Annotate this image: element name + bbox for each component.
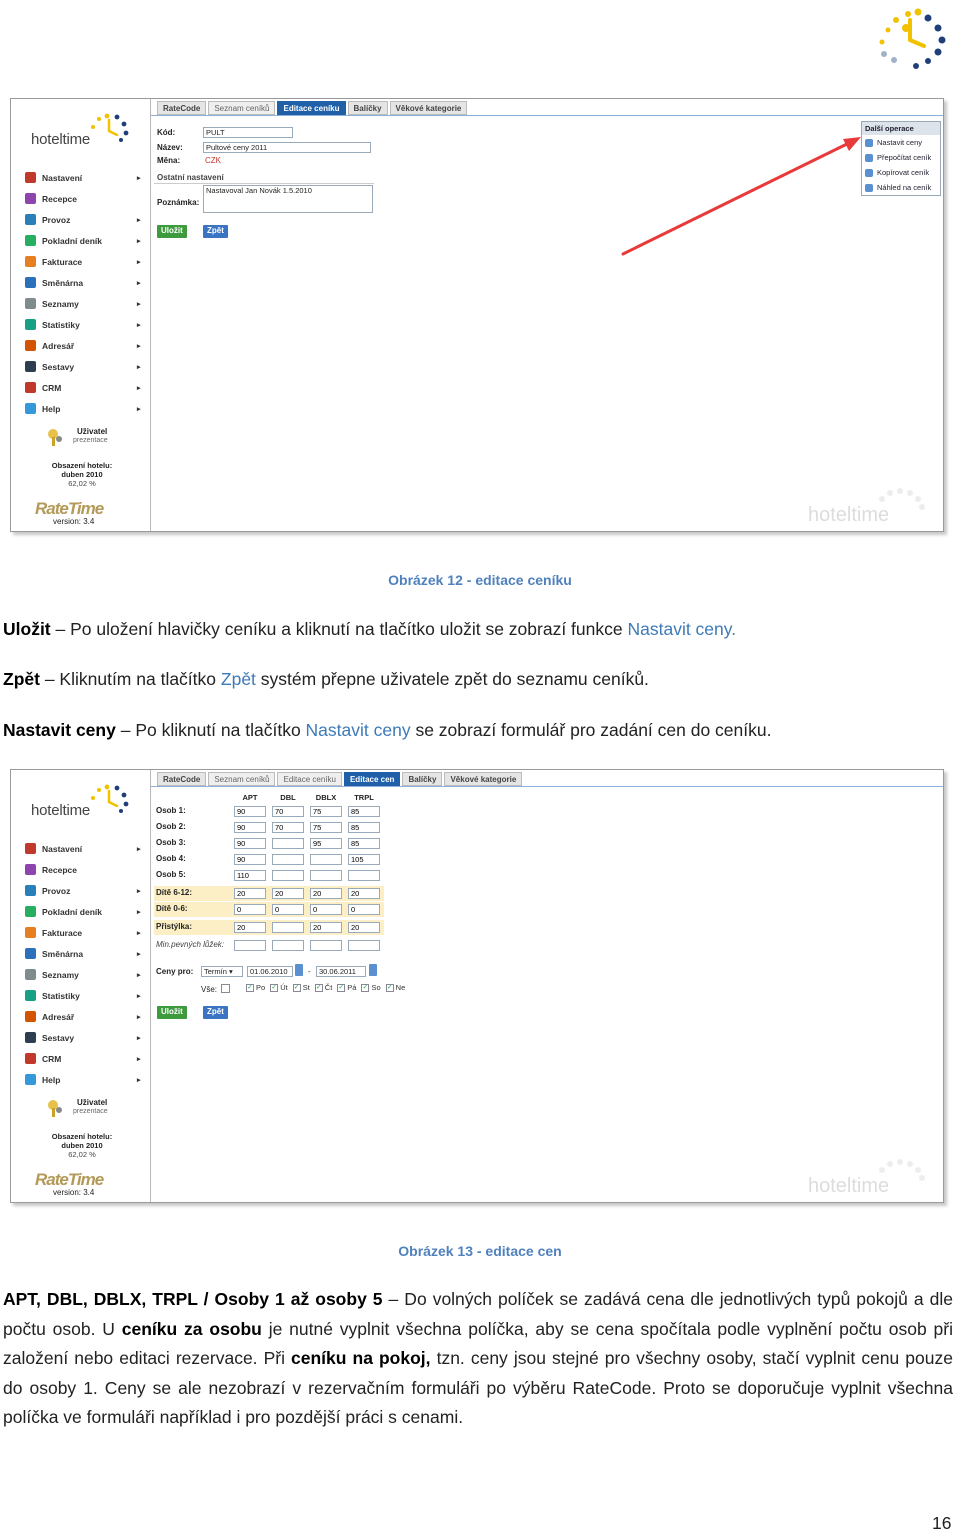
calendar-icon[interactable]	[295, 964, 303, 976]
price-input[interactable]: 90	[234, 822, 266, 833]
user-keys-icon	[45, 1098, 65, 1118]
menu-item[interactable]: CRM ▸	[25, 1048, 145, 1069]
menu-item[interactable]: Adresář ▸	[25, 335, 145, 356]
main-menu	[25, 838, 145, 1090]
price-input[interactable]: 85	[348, 822, 380, 833]
checkbox-checked-icon[interactable]: ✓	[386, 983, 393, 991]
column-header: DBLX	[315, 793, 337, 802]
chevron-down-icon: ▾	[229, 967, 233, 976]
menu-icon	[25, 969, 36, 980]
menu-icon	[25, 1011, 36, 1022]
price-input[interactable]	[234, 940, 266, 951]
weekday-option[interactable]: ✓ Út	[271, 983, 288, 992]
currency-label: Měna:	[157, 156, 181, 165]
save-button[interactable]: Uložit	[157, 1006, 187, 1019]
hotel-occupancy: Obsazení hotelu: duben 2010 62,02 %	[51, 1132, 113, 1159]
price-input[interactable]	[310, 870, 342, 881]
menu-item[interactable]: Adresář ▸	[25, 1006, 145, 1027]
submenu-arrow-icon: ▸	[137, 1076, 141, 1084]
price-row	[154, 938, 384, 953]
price-row	[154, 886, 384, 901]
price-input[interactable]	[272, 870, 304, 881]
price-input[interactable]: 90	[234, 838, 266, 849]
tab-price-lists[interactable]: Seznam ceníků	[208, 101, 275, 115]
date-to-input[interactable]: 30.06.2011	[316, 966, 366, 977]
ratetime-logo: RateTime version: 3.4	[35, 1170, 104, 1197]
menu-item[interactable]: Statistiky ▸	[25, 985, 145, 1006]
menu-item[interactable]: Fakturace ▸	[25, 251, 145, 272]
code-input[interactable]: PULT	[203, 127, 293, 138]
tab-bar	[157, 772, 524, 786]
row-label: Dítě 0-6:	[156, 904, 188, 913]
menu-icon	[25, 927, 36, 938]
submenu-arrow-icon: ▸	[137, 342, 141, 350]
submenu-arrow-icon: ▸	[137, 1013, 141, 1021]
page-number: 16	[932, 1513, 952, 1533]
back-button[interactable]: Zpět	[203, 1006, 228, 1019]
submenu-arrow-icon: ▸	[137, 279, 141, 287]
all-checkbox[interactable]	[221, 984, 230, 993]
price-input[interactable]: 0	[310, 904, 342, 915]
price-input[interactable]	[272, 854, 304, 865]
row-label: Min.pevných lůžek:	[156, 940, 225, 949]
currency-value: CZK	[205, 156, 221, 165]
price-input[interactable]: 75	[310, 822, 342, 833]
weekday-option[interactable]: ✓ So	[362, 983, 381, 992]
tab-price-lists[interactable]: Seznam ceníků	[208, 772, 275, 786]
submenu-arrow-icon: ▸	[137, 1055, 141, 1063]
checkbox-checked-icon[interactable]: ✓	[338, 983, 345, 991]
row-label: Osob 3:	[156, 838, 186, 847]
checkbox-checked-icon[interactable]: ✓	[271, 983, 278, 991]
price-input[interactable]: 90	[234, 854, 266, 865]
price-row	[154, 868, 384, 883]
back-button[interactable]: Zpět	[203, 225, 228, 238]
submenu-arrow-icon: ▸	[137, 1034, 141, 1042]
row-label: Přistýlka:	[156, 922, 193, 931]
menu-item[interactable]: Provoz ▸	[25, 209, 145, 230]
price-input[interactable]: 20	[234, 888, 266, 899]
price-row	[154, 804, 384, 819]
all-label: Vše:	[201, 985, 218, 994]
menu-item[interactable]: Pokladní deník ▸	[25, 901, 145, 922]
save-button[interactable]: Uložit	[157, 225, 187, 238]
price-row	[154, 852, 384, 867]
tab-age-categories[interactable]: Věkové kategorie	[444, 772, 522, 786]
submenu-arrow-icon: ▸	[137, 845, 141, 853]
submenu-arrow-icon: ▸	[137, 258, 141, 266]
price-input[interactable]: 105	[348, 854, 380, 865]
price-row	[154, 902, 384, 917]
menu-item[interactable]: Help ▸	[25, 398, 145, 419]
submenu-arrow-icon: ▸	[137, 174, 141, 182]
hotel-occupancy: Obsazení hotelu: duben 2010 62,02 %	[51, 461, 113, 488]
other-settings-section: Ostatní nastavení	[154, 173, 374, 184]
submenu-arrow-icon: ▸	[137, 300, 141, 308]
menu-item[interactable]: Sestavy ▸	[25, 356, 145, 377]
price-input[interactable]: 85	[348, 838, 380, 849]
checkbox-checked-icon[interactable]: ✓	[362, 983, 369, 991]
menu-item[interactable]: Recepce	[25, 859, 145, 880]
menu-icon	[25, 906, 36, 917]
menu-icon	[25, 1074, 36, 1085]
price-input[interactable]	[348, 940, 380, 951]
row-label: Osob 5:	[156, 870, 186, 879]
name-label: Název:	[157, 143, 183, 152]
user-info[interactable]: Uživatel prezentace	[45, 1096, 145, 1120]
checkbox-checked-icon[interactable]: ✓	[315, 983, 322, 991]
logo-text: hoteltime	[31, 802, 91, 819]
menu-icon	[25, 885, 36, 896]
price-input[interactable]	[310, 854, 342, 865]
submenu-arrow-icon: ▸	[137, 384, 141, 392]
weekday-checkboxes	[246, 983, 410, 992]
price-input[interactable]	[348, 870, 380, 881]
row-label: Osob 2:	[156, 822, 186, 831]
hoteltime-logo	[29, 782, 139, 822]
tab-packages[interactable]: Balíčky	[348, 101, 388, 115]
menu-item[interactable]: Fakturace ▸	[25, 922, 145, 943]
column-header: APT	[242, 793, 258, 802]
menu-icon	[25, 1053, 36, 1064]
price-input[interactable]: 85	[348, 806, 380, 817]
price-input[interactable]: 20	[310, 888, 342, 899]
menu-item[interactable]: Provoz ▸	[25, 880, 145, 901]
column-header: DBL	[280, 793, 296, 802]
submenu-arrow-icon: ▸	[137, 216, 141, 224]
name-input[interactable]: Pultové ceny 2011	[203, 142, 371, 153]
submenu-arrow-icon: ▸	[137, 908, 141, 916]
price-input[interactable]: 20	[348, 922, 380, 933]
tab-packages[interactable]: Balíčky	[402, 772, 442, 786]
hoteltime-corner-logo	[866, 6, 952, 72]
row-label: Dítě 6-12:	[156, 888, 193, 897]
figure-caption-13: Obrázek 13 - editace cen	[398, 1243, 562, 1259]
menu-item[interactable]: Seznamy ▸	[25, 964, 145, 985]
row-label: Osob 4:	[156, 854, 186, 863]
prices-for-label: Ceny pro:	[156, 967, 194, 976]
menu-item[interactable]: Nastavení ▸	[25, 167, 145, 188]
price-input[interactable]: 70	[272, 806, 304, 817]
row-label: Osob 1:	[156, 806, 186, 815]
price-input[interactable]: 70	[272, 822, 304, 833]
red-arrow-icon	[11, 99, 944, 532]
price-input[interactable]: 75	[310, 806, 342, 817]
checkbox-checked-icon[interactable]: ✓	[247, 983, 253, 991]
paragraph-set-prices: Nastavit ceny – Po kliknutí na tlačítko Nastavit ceny se zobrazí formulář pro zadání cen do ceníku.	[3, 720, 772, 740]
weekday-option[interactable]: ✓ Čt	[315, 983, 333, 992]
date-from-input[interactable]: 01.06.2010	[247, 966, 293, 977]
menu-item[interactable]: Statistiky ▸	[25, 314, 145, 335]
submenu-arrow-icon: ▸	[137, 363, 141, 371]
date-separator: -	[308, 967, 311, 976]
more-operations-title: Další operace	[862, 122, 940, 135]
price-input[interactable]: 20	[310, 922, 342, 933]
preview-link[interactable]: Náhled na ceník	[862, 180, 940, 195]
hoteltime-watermark: hoteltime	[804, 1158, 939, 1198]
menu-icon	[25, 990, 36, 1001]
menu-item[interactable]: Sestavy ▸	[25, 1027, 145, 1048]
figure-caption-12: Obrázek 12 - editace ceníku	[388, 572, 572, 588]
tab-underline	[151, 786, 943, 787]
hoteltime-watermark: hoteltime	[804, 487, 939, 527]
term-select[interactable]: Termín ▾	[201, 966, 243, 977]
menu-item[interactable]: Help ▸	[25, 1069, 145, 1090]
menu-item[interactable]: CRM ▸	[25, 377, 145, 398]
code-label: Kód:	[157, 128, 176, 137]
price-input[interactable]: 0	[272, 904, 304, 915]
tab-ratecode[interactable]: RateCode	[157, 101, 206, 115]
price-input[interactable]	[272, 922, 304, 933]
paragraph-back: Zpět – Kliknutím na tlačítko Zpět systém přepne uživatele zpět do seznamu ceníků.	[3, 669, 649, 689]
weekday-option[interactable]: ✓ Pá	[338, 983, 357, 992]
tab-edit-price-list[interactable]: Editace ceníku	[277, 772, 341, 786]
submenu-arrow-icon: ▸	[137, 929, 141, 937]
column-header: TRPL	[354, 793, 374, 802]
price-input[interactable]: 95	[310, 838, 342, 849]
menu-item[interactable]: Pokladní deník ▸	[25, 230, 145, 251]
menu-item[interactable]: Nastavení ▸	[25, 838, 145, 859]
price-input[interactable]: 20	[272, 888, 304, 899]
copy-price-list-link[interactable]: Kopírovat ceník	[862, 165, 940, 180]
price-row	[154, 820, 384, 835]
price-input[interactable]: 90	[234, 806, 266, 817]
submenu-arrow-icon: ▸	[137, 237, 141, 245]
submenu-arrow-icon: ▸	[137, 992, 141, 1000]
submenu-arrow-icon: ▸	[137, 887, 141, 895]
screenshot-price-editing	[10, 769, 944, 1203]
submenu-arrow-icon: ▸	[137, 950, 141, 958]
sidebar	[11, 770, 151, 1202]
menu-icon	[25, 864, 36, 875]
ratetime-logo: RateTime version: 3.4	[35, 499, 104, 526]
menu-item[interactable]: Seznamy ▸	[25, 293, 145, 314]
price-input[interactable]: 0	[234, 904, 266, 915]
price-input[interactable]	[272, 838, 304, 849]
submenu-arrow-icon: ▸	[137, 971, 141, 979]
price-input[interactable]: 0	[348, 904, 380, 915]
menu-item[interactable]: Směnárna ▸	[25, 943, 145, 964]
weekday-option[interactable]: ✓ St	[293, 983, 310, 992]
weekday-option[interactable]: ✓ Po	[247, 983, 266, 992]
tab-age-categories[interactable]: Věkové kategorie	[390, 101, 468, 115]
price-input[interactable]: 110	[234, 870, 266, 881]
price-row	[154, 920, 384, 935]
menu-icon	[25, 843, 36, 854]
paragraph-save: Uložit – Po uložení hlavičky ceníku a kliknutí na tlačítko uložit se zobrazí funkce Nastavit ceny.	[3, 619, 737, 639]
menu-item[interactable]: Recepce	[25, 188, 145, 209]
submenu-arrow-icon: ▸	[137, 405, 141, 413]
price-row	[154, 836, 384, 851]
tab-edit-price-list[interactable]: Editace ceníku	[277, 101, 345, 115]
submenu-arrow-icon: ▸	[137, 321, 141, 329]
menu-icon	[25, 948, 36, 959]
menu-icon	[25, 1032, 36, 1043]
screenshot-price-list-editing	[10, 98, 944, 532]
tab-ratecode[interactable]: RateCode	[157, 772, 206, 786]
price-input[interactable]: 20	[234, 922, 266, 933]
set-prices-link[interactable]: Nastavit ceny	[862, 135, 940, 150]
recalculate-link[interactable]: Přepočítat ceník	[862, 150, 940, 165]
weekday-option[interactable]: ✓ Ne	[386, 983, 406, 992]
price-input[interactable]	[310, 940, 342, 951]
checkbox-checked-icon[interactable]: ✓	[293, 983, 300, 991]
user-info[interactable]: Uživatel prezentace	[45, 425, 145, 449]
calendar-icon[interactable]	[369, 964, 377, 976]
note-label: Poznámka:	[157, 198, 200, 207]
price-input[interactable]: 20	[348, 888, 380, 899]
logo-text: hoteltime	[31, 131, 91, 148]
tab-edit-prices[interactable]: Editace cen	[344, 772, 400, 786]
price-input[interactable]	[272, 940, 304, 951]
body-paragraph: APT, DBL, DBLX, TRPL / Osoby 1 až osoby 5 – Do volných políček se zadává cena dle jednotlivých typů pokojů a dle počtu osob. U ceníku za osobu je nutné vyplnit všechna políčka, aby se cena spočítala podle vyplnění počtu osob při založení nebo editaci rezervace. Při ceníku na pokoj, tzn. ceny jsou stejné pro všechny osoby, stačí vyplnit cenu pouze do osoby 1. Ceny se ale nezobrazí v rezervačním formuláři po výběru RateCode. Proto se doporučuje vyplnit všechna políčka ve formuláři například i pro pozdější práci s cenami.	[3, 1289, 953, 1428]
note-textarea[interactable]: Nastavoval Jan Novák 1.5.2010	[203, 185, 373, 213]
menu-item[interactable]: Směnárna ▸	[25, 272, 145, 293]
